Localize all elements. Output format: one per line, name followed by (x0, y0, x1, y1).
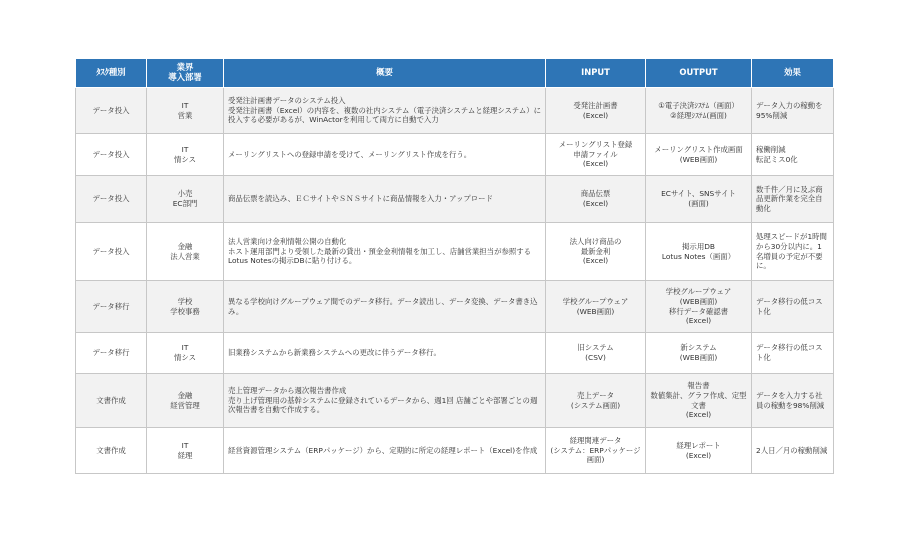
summary-cell: 法人営業向け金利情報公開の自動化 ホスト運用部門より受領した最新の貸出・預金金利情報を加工し、店舗営業担当が参照するLotus Notesの掲示DBに貼り付ける。 (224, 223, 546, 281)
effect-cell: データを入力する社員の稼動を98%削減 (752, 374, 834, 428)
output-cell: ①電子決済ｼｽﾃﾑ（画面） ②経理ｼｽﾃﾑ(画面) (646, 88, 752, 134)
table-row (76, 428, 834, 474)
effect-cell: データ移行の低コスト化 (752, 281, 834, 333)
input-cell: 旧システム (CSV) (546, 333, 646, 374)
task-type-cell: 文書作成 (76, 428, 147, 474)
summary-cell: メーリングリストへの登録申請を受けて、メーリングリスト作成を行う。 (224, 134, 546, 176)
output-cell: 経理レポート (Excel) (646, 428, 752, 474)
output-cell: 報告書 数値集計、グラフ作成、定型文書 (Excel) (646, 374, 752, 428)
input-cell: 売上データ (システム画面) (546, 374, 646, 428)
header-input: INPUT (546, 59, 646, 88)
output-cell: ECサイト、SNSサイト (画面) (646, 176, 752, 223)
task-type-cell: データ移行 (76, 281, 147, 333)
table-row (76, 374, 834, 428)
summary-cell: 売上管理データから週次報告書作成 売り上げ管理用の基幹システムに登録されているデータから、週1回 店舗ごとや部署ごとの週次報告書を自動で作成する。 (224, 374, 546, 428)
department-cell: IT 経理 (147, 428, 224, 474)
task-type-cell: データ投入 (76, 176, 147, 223)
summary-cell: 旧業務システムから新業務システムへの更改に伴うデータ移行。 (224, 333, 546, 374)
task-type-cell: 文書作成 (76, 374, 147, 428)
rpa-case-table (75, 58, 834, 474)
input-cell: 経理関連データ (システム：ERPパッケージ画面) (546, 428, 646, 474)
output-cell: 学校グループウェア (WEB画面) 移行データ確認書 (Excel) (646, 281, 752, 333)
table-row (76, 88, 834, 134)
task-type-cell: データ投入 (76, 88, 147, 134)
table-row (76, 223, 834, 281)
header-task-type: ﾀｽｸ種別 (76, 59, 147, 88)
effect-cell: 2人日／月の稼動削減 (752, 428, 834, 474)
effect-cell: データ入力の稼動を95%削減 (752, 88, 834, 134)
summary-cell: 異なる学校向けグループウェア間でのデータ移行。データ読出し、データ変換、データ書き込み。 (224, 281, 546, 333)
department-cell: 金融 経営管理 (147, 374, 224, 428)
task-type-cell: データ投入 (76, 223, 147, 281)
input-cell: 学校グループウェア (WEB画面) (546, 281, 646, 333)
table-row (76, 134, 834, 176)
department-cell: IT 情シス (147, 134, 224, 176)
output-cell: 新システム (WEB画面) (646, 333, 752, 374)
table-header-row (76, 59, 834, 88)
task-type-cell: データ移行 (76, 333, 147, 374)
header-summary: 概要 (224, 59, 546, 88)
header-department: 業界 導入部署 (147, 59, 224, 88)
summary-cell: 受発注計画書データのシステム投入 受発注計画書（Excel）の内容を、複数の社内システム（電子決済システムと経理システム）に投入する必要があるが、WinActorを利用して両方に自動で入力 (224, 88, 546, 134)
input-cell: 商品伝票 (Excel) (546, 176, 646, 223)
department-cell: IT 営業 (147, 88, 224, 134)
output-cell: メーリングリスト作成画面 (WEB画面) (646, 134, 752, 176)
summary-cell: 経営資源管理システム（ERPパッケージ）から、定期的に所定の経理レポート（Excel)を作成 (224, 428, 546, 474)
table-row (76, 281, 834, 333)
department-cell: 学校 学校事務 (147, 281, 224, 333)
table-row (76, 333, 834, 374)
effect-cell: 処理スピードが1時間から30分以内に。1名増員の予定が不要に。 (752, 223, 834, 281)
effect-cell: データ移行の低コスト化 (752, 333, 834, 374)
output-cell: 掲示用DB Lotus Notes（画面） (646, 223, 752, 281)
table-row (76, 176, 834, 223)
department-cell: 金融 法人営業 (147, 223, 224, 281)
input-cell: 受発注計画書 (Excel) (546, 88, 646, 134)
summary-cell: 商品伝票を読込み、ＥＣサイトやＳＮＳサイトに商品情報を入力・アップロード (224, 176, 546, 223)
department-cell: IT 情シス (147, 333, 224, 374)
department-cell: 小売 EC部門 (147, 176, 224, 223)
header-effect: 効果 (752, 59, 834, 88)
input-cell: メーリングリスト登録 申請ファイル (Excel) (546, 134, 646, 176)
effect-cell: 数千件／月に及ぶ商品更新作業を完全自動化 (752, 176, 834, 223)
header-output: OUTPUT (646, 59, 752, 88)
input-cell: 法人向け商品の 最新金利 (Excel) (546, 223, 646, 281)
effect-cell: 稼働削減 転記ミス0化 (752, 134, 834, 176)
task-type-cell: データ投入 (76, 134, 147, 176)
